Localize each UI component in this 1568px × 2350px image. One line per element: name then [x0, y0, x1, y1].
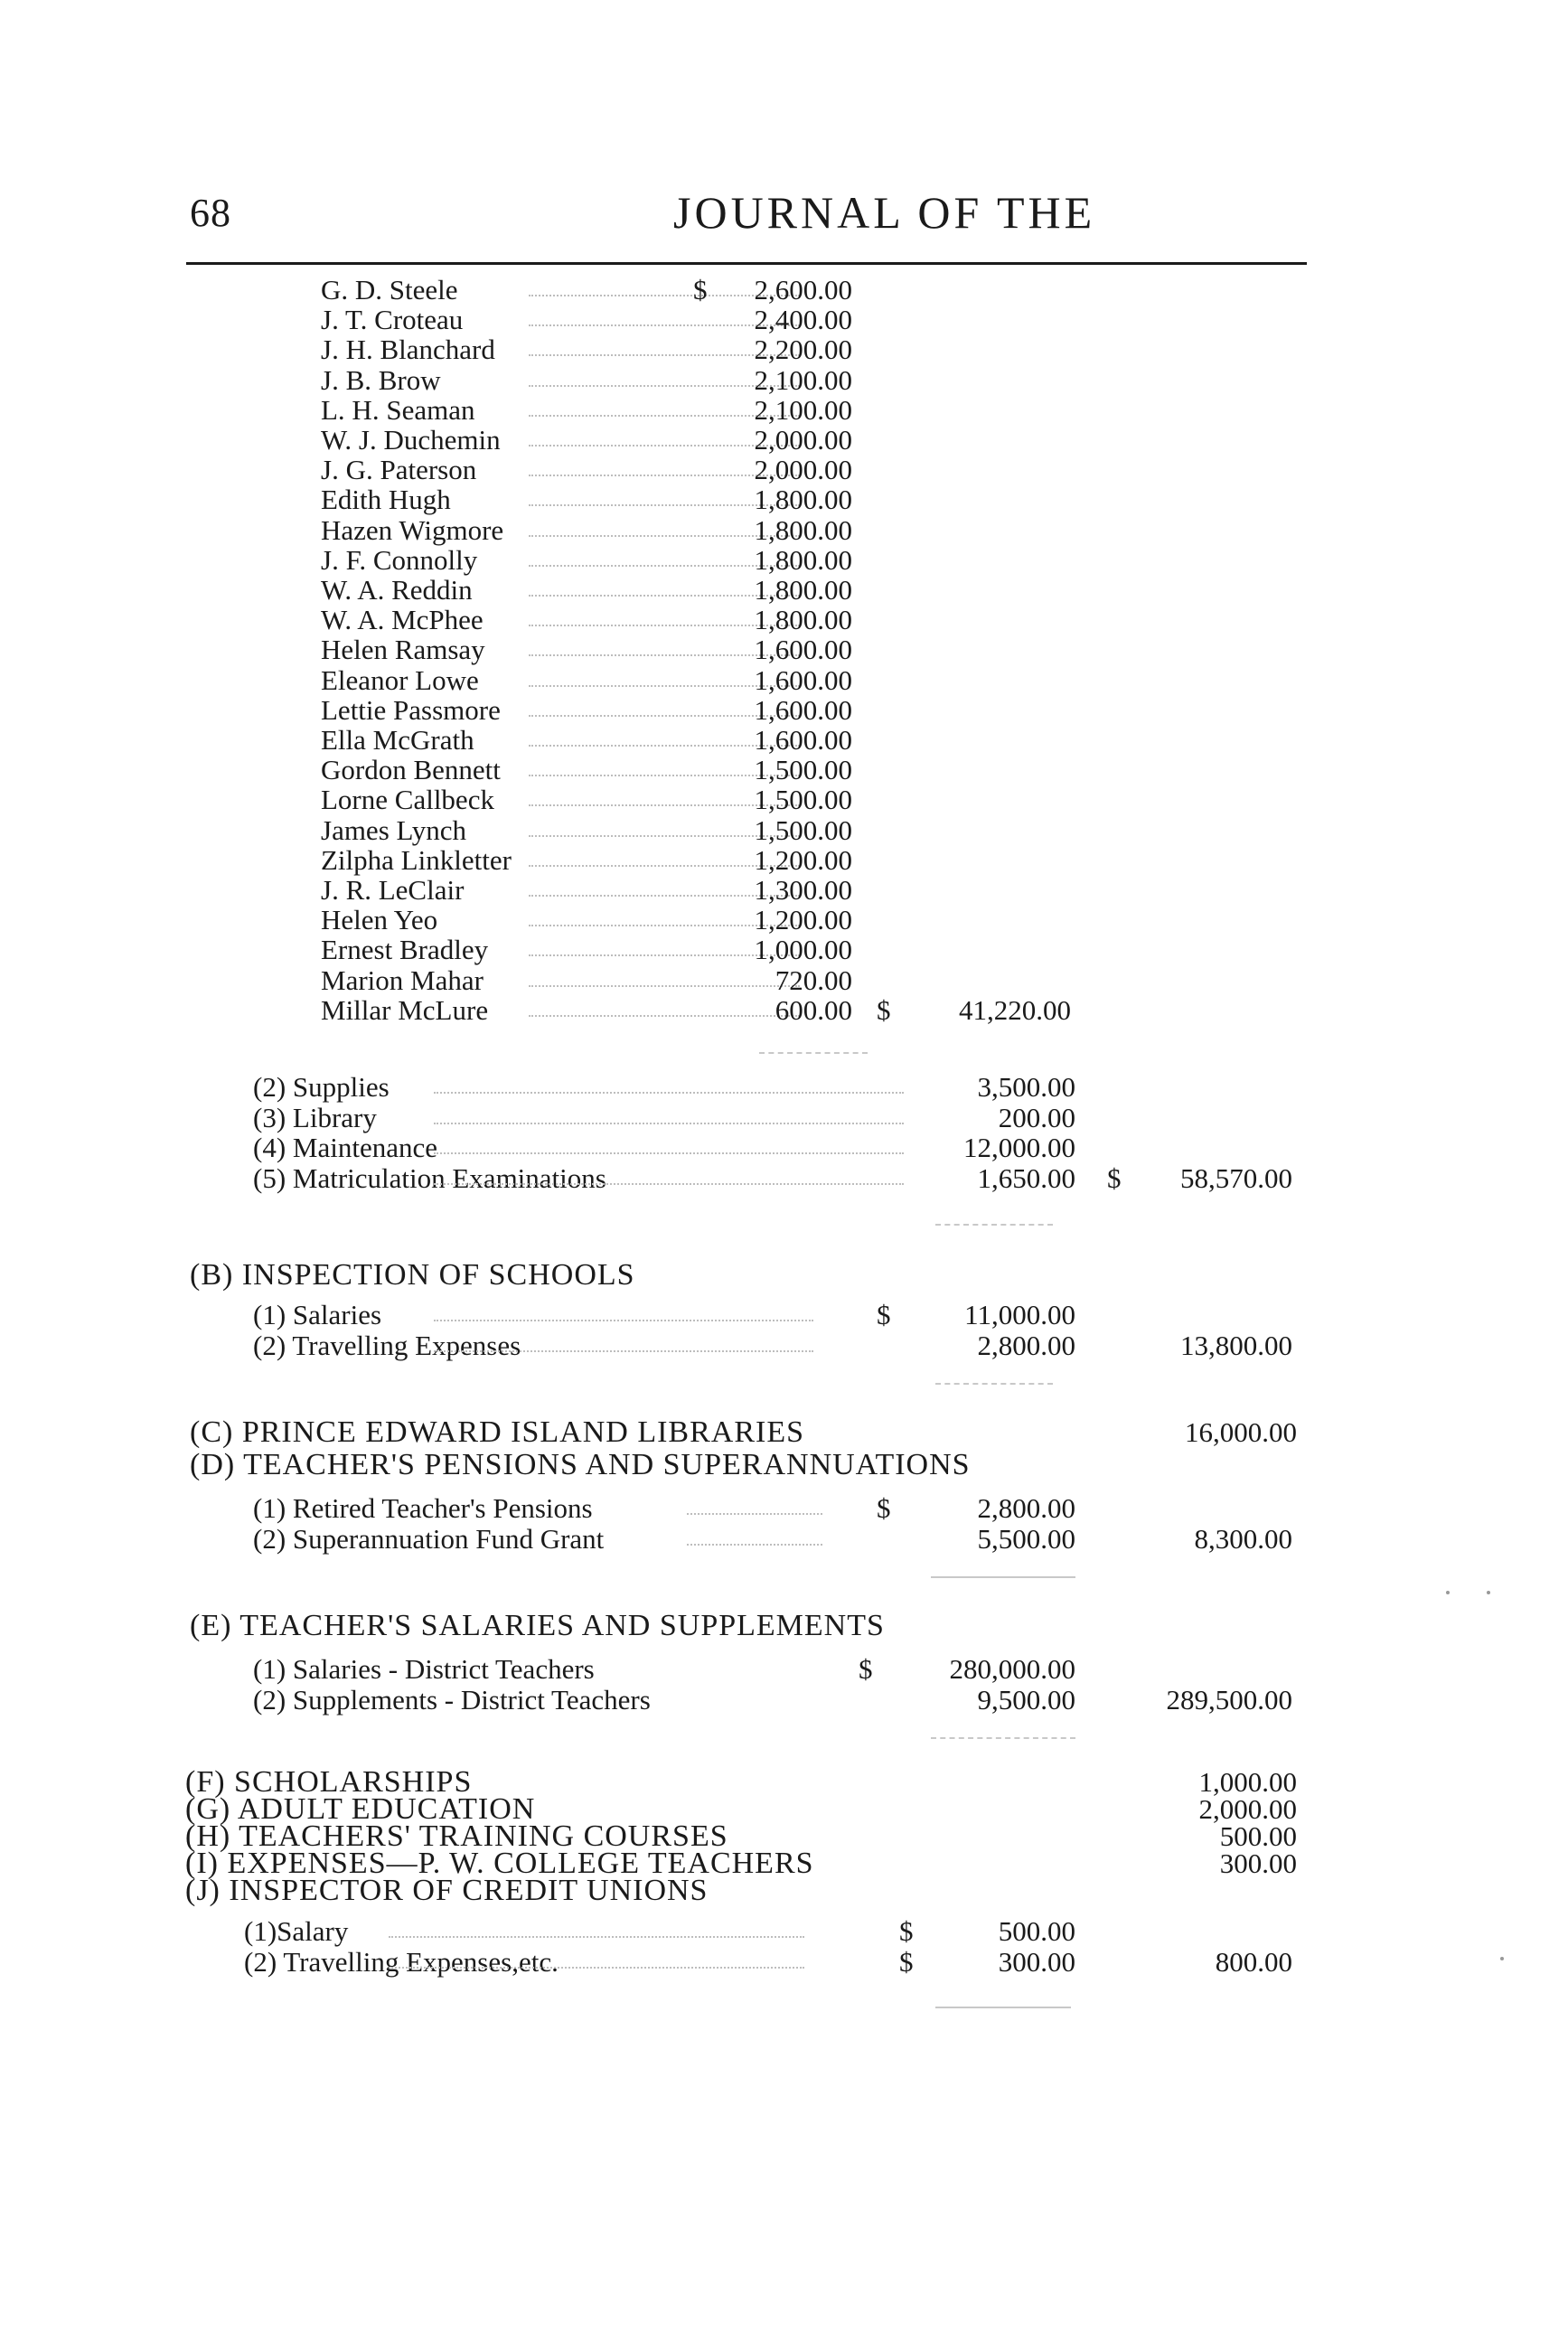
section-c-heading: (C) PRINCE EDWARD ISLAND LIBRARIES — [190, 1415, 804, 1449]
leader-dots — [687, 1493, 822, 1515]
amount: 12,000.00 — [963, 1132, 1075, 1163]
total-amount: 300.00 — [1219, 1847, 1297, 1879]
staff-row — [321, 695, 1451, 726]
amount: 2,100.00 — [754, 363, 852, 396]
amount: 1,800.00 — [754, 574, 852, 606]
staff-row — [321, 484, 1451, 515]
section-a-row — [253, 1133, 1383, 1163]
staff-name: J. B. Brow — [321, 363, 441, 396]
staff-name: James Lynch — [321, 813, 466, 846]
staff-name: J. F. Connolly — [321, 543, 478, 576]
amount: 300.00 — [998, 1946, 1075, 1978]
staff-row — [321, 995, 1451, 1026]
staff-row — [321, 725, 1451, 756]
staff-row — [321, 634, 1451, 665]
leader-dots — [434, 1072, 904, 1094]
divider — [931, 1737, 1075, 1739]
section-j-row — [244, 1916, 1374, 1947]
total-amount: 800.00 — [1215, 1946, 1292, 1978]
amount: 1,600.00 — [754, 693, 852, 726]
staff-row — [321, 455, 1451, 485]
scan-speck — [1487, 1591, 1490, 1594]
item-label: (3) Library — [253, 1101, 377, 1133]
amount: 1,650.00 — [977, 1161, 1075, 1194]
section-b-heading: (B) INSPECTION OF SCHOOLS — [190, 1258, 635, 1292]
section-e-row — [253, 1654, 1383, 1685]
section-a-row — [253, 1072, 1383, 1103]
dollar-sign: $ — [899, 1915, 914, 1947]
staff-name: Helen Ramsay — [321, 634, 485, 666]
staff-row — [321, 365, 1451, 396]
amount: 2,000.00 — [754, 424, 852, 456]
section-c-total-row — [1125, 1417, 1297, 1448]
amount: 3,500.00 — [977, 1071, 1075, 1103]
item-label: (1) Salaries — [253, 1299, 382, 1330]
staff-row — [321, 845, 1451, 876]
leader-dots — [389, 1947, 804, 1969]
amount: 1,600.00 — [754, 663, 852, 696]
amount: 1,200.00 — [754, 843, 852, 876]
section-e-row — [253, 1685, 1383, 1716]
staff-row — [321, 815, 1451, 846]
page-number: 68 — [190, 191, 231, 235]
divider — [935, 1224, 1053, 1226]
amount: 1,300.00 — [754, 874, 852, 906]
section-b-row — [253, 1300, 1383, 1330]
staff-name: Eleanor Lowe — [321, 663, 479, 696]
item-label: (2) Superannuation Fund Grant — [253, 1522, 605, 1555]
section-heading-row — [185, 1875, 1315, 1906]
item-label: (1) Salaries - District Teachers — [253, 1653, 595, 1685]
amount: 1,600.00 — [754, 634, 852, 666]
leader-dots — [529, 995, 800, 1017]
staff-row — [321, 425, 1451, 456]
dollar-sign: $ — [877, 1492, 891, 1524]
amount: 1,200.00 — [754, 904, 852, 936]
staff-row — [321, 785, 1451, 815]
section-d-heading: (D) TEACHER'S PENSIONS AND SUPERANNUATIONS — [190, 1448, 971, 1481]
total-amount: 8,300.00 — [1194, 1522, 1292, 1555]
section-heading: (F) SCHOLARSHIPS — [185, 1765, 473, 1799]
amount: 1,500.00 — [754, 813, 852, 846]
amount: 2,600.00 — [754, 274, 852, 306]
section-heading: (H) TEACHERS' TRAINING COURSES — [185, 1819, 728, 1853]
leader-dots — [434, 1103, 904, 1124]
section-c-total: 16,000.00 — [1185, 1416, 1297, 1448]
staff-name: Gordon Bennett — [321, 754, 501, 786]
staff-name: W. A. Reddin — [321, 574, 473, 606]
staff-name: Ella McGrath — [321, 724, 474, 756]
staff-row — [321, 334, 1451, 365]
staff-name: J. H. Blanchard — [321, 334, 495, 366]
amount: 2,800.00 — [977, 1492, 1075, 1524]
staff-name: Helen Yeo — [321, 904, 438, 936]
staff-name: G. D. Steele — [321, 274, 458, 306]
header-rule — [186, 262, 1307, 265]
amount: 1,000.00 — [754, 934, 852, 966]
staff-name: J. T. Croteau — [321, 304, 464, 336]
section-d-row — [253, 1524, 1383, 1555]
staff-row — [321, 755, 1451, 785]
staff-row — [321, 545, 1451, 576]
staff-name: Lorne Callbeck — [321, 784, 494, 816]
staff-name: Hazen Wigmore — [321, 513, 504, 546]
staff-row — [321, 905, 1451, 935]
section-e-heading: (E) TEACHER'S SALARIES AND SUPPLEMENTS — [190, 1609, 885, 1642]
amount: 1,800.00 — [754, 513, 852, 546]
total-amount: 41,220.00 — [959, 993, 1071, 1026]
divider — [935, 2007, 1071, 2008]
amount: 500.00 — [998, 1915, 1075, 1947]
dollar-sign: $ — [877, 1299, 891, 1330]
leader-dots — [389, 1916, 804, 1938]
item-label: (4) Maintenance — [253, 1132, 437, 1163]
scan-speck — [1500, 1957, 1504, 1960]
staff-row — [321, 605, 1451, 635]
amount: 2,400.00 — [754, 304, 852, 336]
staff-name: W. A. McPhee — [321, 604, 484, 636]
leader-dots — [687, 1524, 822, 1546]
amount: 9,500.00 — [977, 1683, 1075, 1716]
staff-name: Ernest Bradley — [321, 934, 489, 966]
dollar-sign: $ — [693, 274, 708, 306]
amount: 1,600.00 — [754, 724, 852, 756]
section-j-row — [244, 1947, 1374, 1978]
item-label: (2) Travelling Expenses,etc. — [244, 1946, 559, 1978]
staff-name: L. H. Seaman — [321, 393, 475, 426]
amount: 11,000.00 — [964, 1299, 1075, 1330]
staff-row — [321, 965, 1451, 996]
leader-dots — [529, 965, 800, 987]
dollar-sign: $ — [899, 1946, 914, 1978]
amount: 5,500.00 — [977, 1522, 1075, 1555]
section-heading: (G) ADULT EDUCATION — [185, 1792, 536, 1826]
amount: 600.00 — [775, 993, 852, 1026]
item-label: (2) Travelling Expenses — [253, 1329, 521, 1361]
staff-name: Lettie Passmore — [321, 693, 501, 726]
staff-row — [321, 875, 1451, 906]
total-amount: 58,570.00 — [1180, 1161, 1292, 1194]
amount: 2,000.00 — [754, 454, 852, 486]
staff-row — [321, 575, 1451, 606]
staff-name: J. G. Paterson — [321, 454, 477, 486]
amount: 2,200.00 — [754, 334, 852, 366]
item-label: (1) Retired Teacher's Pensions — [253, 1492, 593, 1524]
staff-row — [321, 935, 1451, 965]
amount: 280,000.00 — [949, 1653, 1075, 1685]
staff-row — [321, 275, 1451, 306]
amount: 2,100.00 — [754, 393, 852, 426]
amount: 1,500.00 — [754, 754, 852, 786]
staff-name: J. R. LeClair — [321, 874, 465, 906]
dollar-sign: $ — [877, 993, 891, 1026]
divider — [935, 1383, 1053, 1385]
staff-name: Marion Mahar — [321, 964, 484, 996]
amount: 2,800.00 — [977, 1329, 1075, 1361]
amount: 1,800.00 — [754, 604, 852, 636]
amount: 1,800.00 — [754, 543, 852, 576]
staff-name: Edith Hugh — [321, 484, 451, 516]
total-amount: 289,500.00 — [1166, 1683, 1292, 1716]
staff-name: Millar McLure — [321, 993, 489, 1026]
item-label: (5) Matriculation Examinations — [253, 1161, 606, 1194]
leader-dots — [434, 1300, 813, 1321]
staff-row — [321, 515, 1451, 546]
section-a-row — [253, 1103, 1383, 1133]
total-amount: 2,000.00 — [1198, 1793, 1297, 1825]
amount: 1,800.00 — [754, 484, 852, 516]
staff-row — [321, 395, 1451, 426]
staff-row — [321, 305, 1451, 335]
leader-dots — [434, 1163, 904, 1185]
section-d-row — [253, 1493, 1383, 1524]
leader-dots — [434, 1133, 904, 1154]
dollar-sign: $ — [859, 1653, 873, 1685]
staff-name: W. J. Duchemin — [321, 424, 501, 456]
total-amount: 13,800.00 — [1180, 1329, 1292, 1361]
total-amount: 500.00 — [1219, 1820, 1297, 1852]
staff-name: Zilpha Linkletter — [321, 843, 512, 876]
amount: 200.00 — [998, 1101, 1075, 1133]
amount: 1,500.00 — [754, 784, 852, 816]
page-title: JOURNAL OF THE — [673, 187, 1096, 238]
divider — [759, 1052, 868, 1054]
item-label: (2) Supplements - District Teachers — [253, 1683, 651, 1716]
dollar-sign: $ — [1107, 1161, 1122, 1194]
item-label: (1)Salary — [244, 1915, 349, 1947]
section-b-row — [253, 1330, 1383, 1361]
section-a-row — [253, 1163, 1383, 1194]
leader-dots — [434, 1330, 813, 1352]
scan-speck — [1446, 1591, 1450, 1594]
item-label: (2) Supplies — [253, 1071, 390, 1103]
staff-row — [321, 665, 1451, 696]
total-amount: 1,000.00 — [1198, 1766, 1297, 1798]
section-heading: (J) INSPECTOR OF CREDIT UNIONS — [185, 1874, 709, 1907]
section-heading: (I) EXPENSES—P. W. COLLEGE TEACHERS — [185, 1847, 814, 1880]
divider — [931, 1576, 1075, 1578]
amount: 720.00 — [775, 964, 852, 996]
